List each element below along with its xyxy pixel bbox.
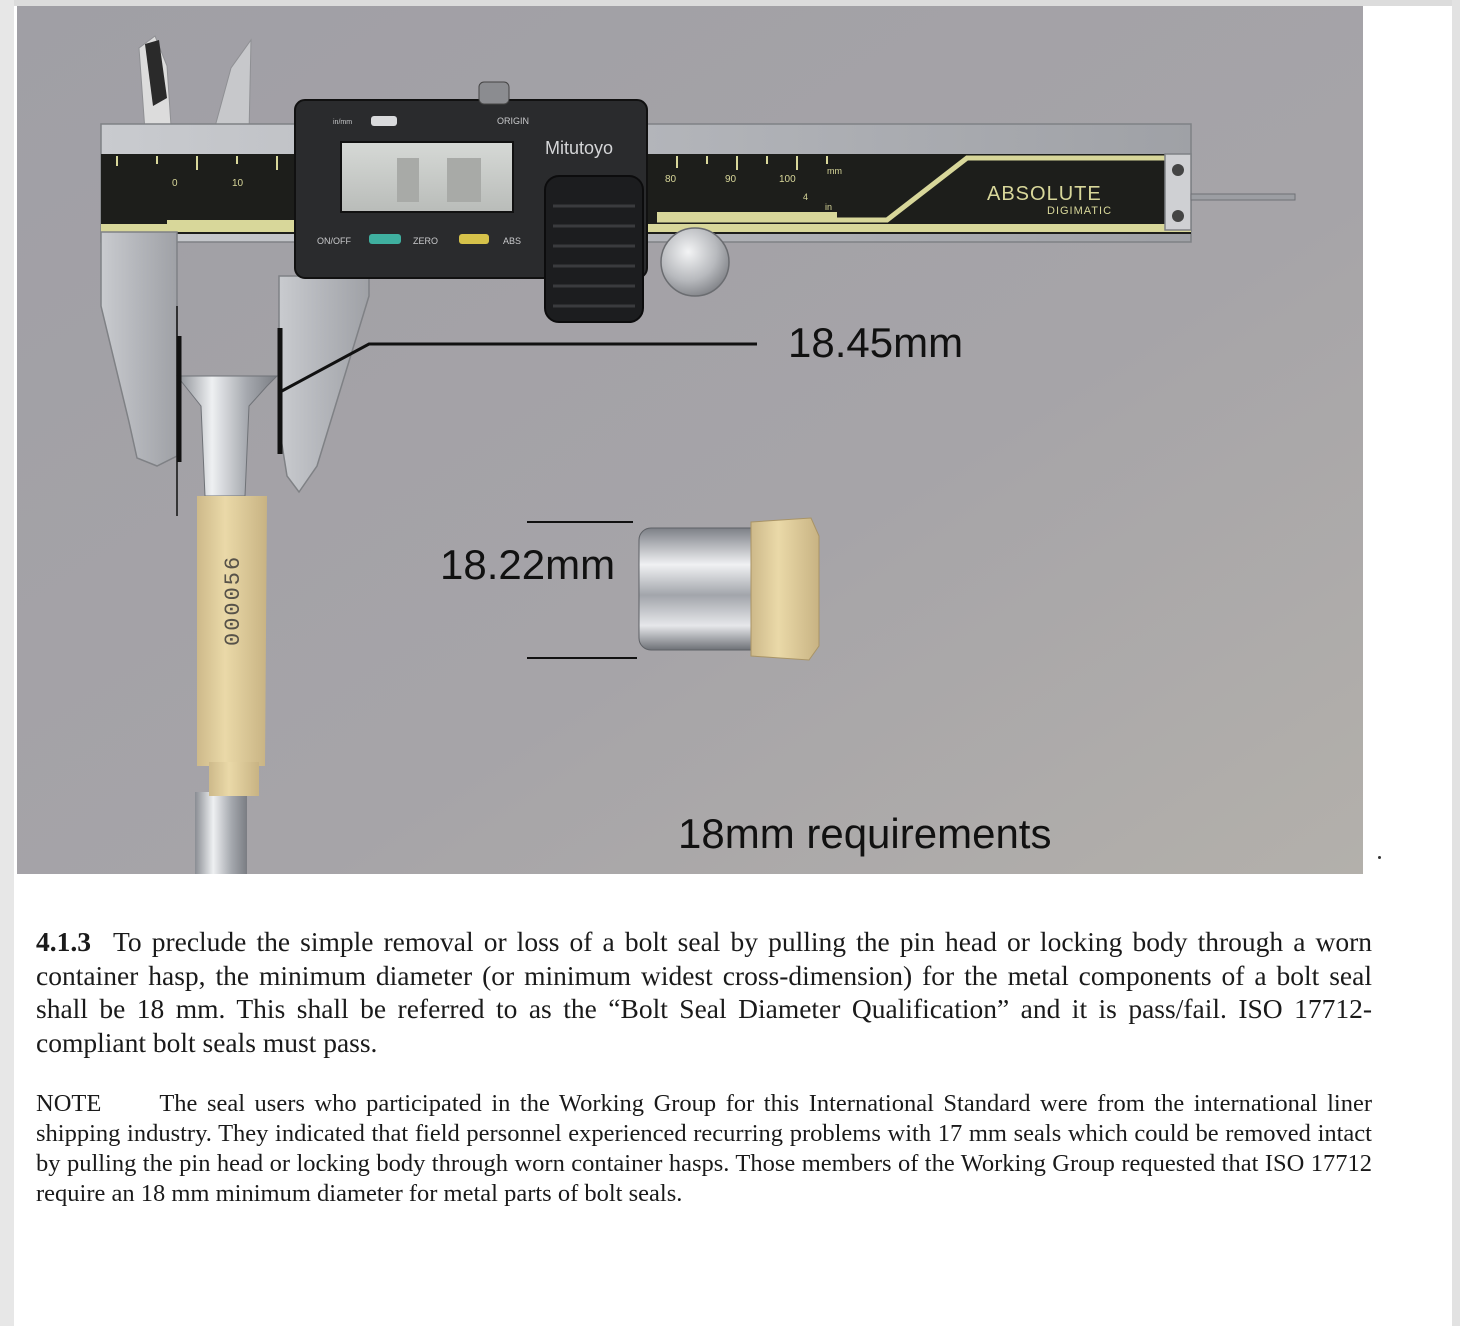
scale-inch-mark: 4 — [803, 192, 809, 202]
page-edge-left — [0, 0, 14, 1326]
clause-4-1-3 — [36, 925, 1372, 1059]
seal-serial-number: 000056 — [221, 554, 246, 646]
scale-number: 10 — [232, 178, 244, 189]
requirement-caption: 18mm requirements — [678, 810, 1052, 857]
scale-number: 0 — [172, 178, 178, 189]
model-absolute: ABSOLUTE — [987, 183, 1102, 205]
scale-number: 90 — [725, 174, 737, 185]
stray-dot — [1378, 856, 1381, 859]
scale-unit-mm: mm — [827, 166, 842, 176]
abs-label: ABS — [503, 236, 522, 246]
clause-number: 4.1.3 — [36, 926, 91, 957]
note-text: The seal users who participated in the Working Group for this International Standard were from the international liner shipping industry. They indicated that field personnel experienced recurring problems with 17 mm seals which could be removed intact by pulling the pin head or locking body through worn container hasps. Those members of the Working Group requested that ISO 17712 require an 18 mm minimum diameter for metal parts of bolt seals. — [36, 1090, 1372, 1207]
onoff-label: ON/OFF — [317, 236, 351, 246]
pin-head-measurement-label: 18.45mm — [788, 319, 964, 366]
origin-label: ORIGIN — [497, 116, 530, 126]
scale-unit-in: in — [825, 202, 833, 212]
note-label: NOTE — [36, 1090, 102, 1117]
locking-body-measurement-label: 18.22mm — [440, 541, 616, 588]
caliper-beam — [101, 124, 1295, 242]
caliper-photo — [17, 6, 1363, 874]
scale-number: 100 — [779, 174, 796, 185]
zero-label: ZERO — [413, 236, 439, 246]
page-edge-right — [1452, 0, 1460, 1326]
brand-logo: Mitutoyo — [545, 138, 614, 158]
model-digimatic: DIGIMATIC — [1047, 205, 1113, 217]
unit-switch-label: in/mm — [333, 119, 353, 126]
note-paragraph — [36, 1089, 1372, 1209]
clause-text: To preclude the simple removal or loss of a bolt seal by pulling the pin head or locking body through a worn container hasp, the minimum diameter (or minimum widest cross-dimension) for the metal components of a bolt seal shall be 18 mm. This shall be referred to as the “Bolt Seal Diameter Qualification” and it is pass/fail. ISO 17712-compliant bolt seals must pass. — [36, 926, 1372, 1058]
locking-body — [639, 518, 819, 660]
scale-number: 80 — [665, 174, 677, 185]
